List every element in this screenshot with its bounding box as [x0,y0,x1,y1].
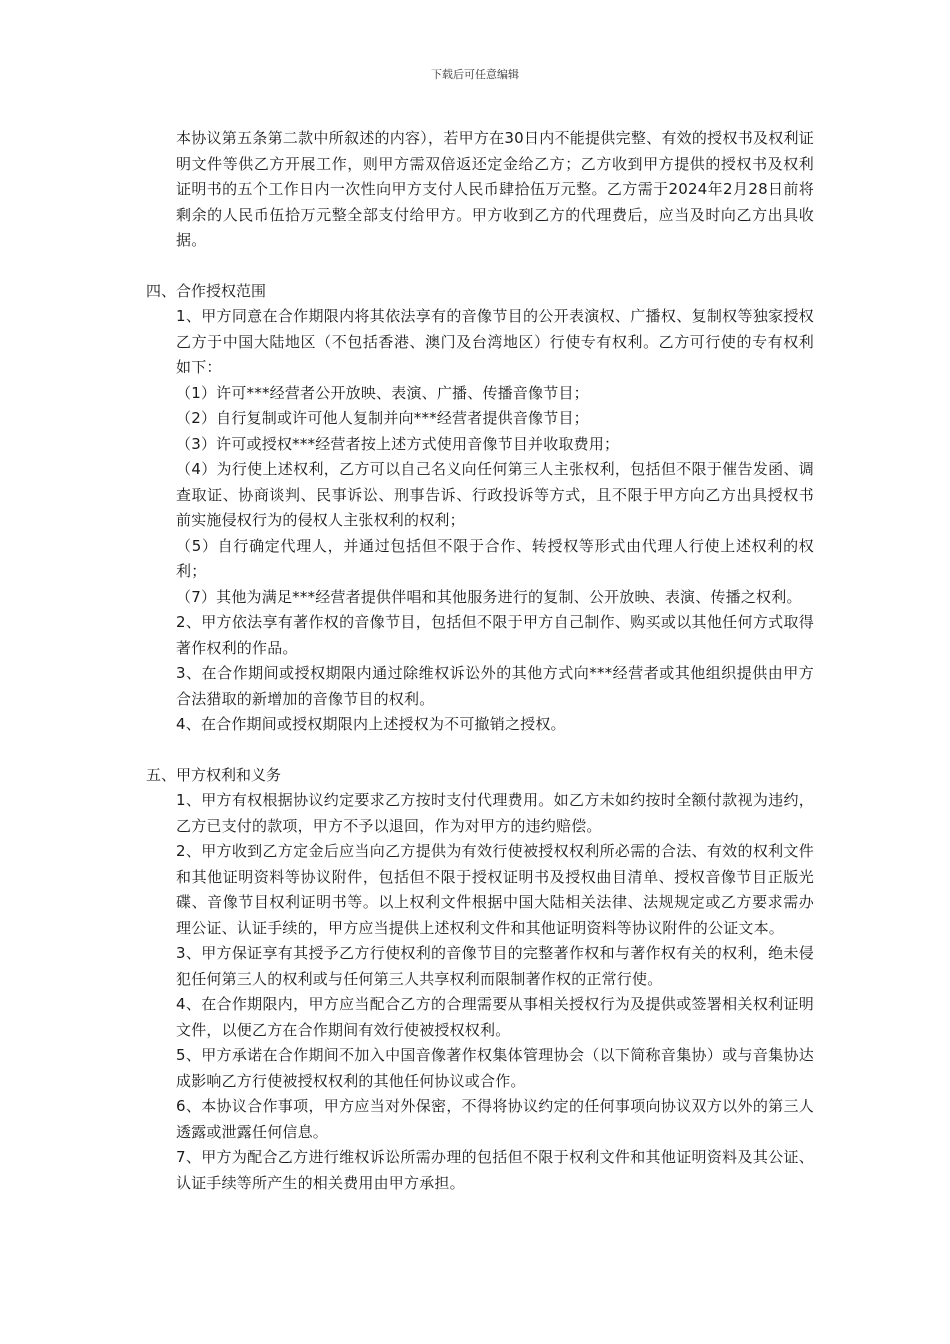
section-4-paragraph: （1）许可***经营者公开放映、表演、广播、传播音像节目； [176,383,589,402]
section-4-paragraph: （3）许可或授权***经营者按上述方式使用音像节目并收取费用； [176,434,620,453]
section-4-paragraph: （5）自行确定代理人，并通过包括但不限于合作、转授权等形式由代理人行使上述权利的权利； [176,536,814,580]
section-4-paragraph: 4、在合作期间或授权期限内上述授权为不可撤销之授权。 [176,715,566,733]
section-4-heading: 四、合作授权范围 [146,281,267,300]
page-header: 下载后可任意编辑 [431,68,519,81]
document-body [146,126,814,1196]
section-4-paragraph: 2、甲方依法享有著作权的音像节目，包括但不限于甲方自己制作、购买或以其他任何方式取得著作权利的作品。 [176,613,814,657]
section-5-paragraph: 2、甲方收到乙方定金后应当向乙方提供为有效行使被授权权利所必需的合法、有效的权利文件和其他证明资料等协议附件，包括但不限于授权证明书及授权曲目清单、授权音像节目正版光碟、音像节目权利证明书等。以上权利文件根据中国大陆相关法律、法规规定或乙方要求需办理公证、认证手续的，甲方应当提供上述权利文件和其他证明资料等协议附件的公证文本。 [176,842,814,937]
section-4-paragraph: （7）其他为满足***经营者提供伴唱和其他服务进行的复制、公开放映、表演、传播之权利。 [176,587,802,606]
section-4-paragraph: （2）自行复制或许可他人复制并向***经营者提供音像节目； [176,409,589,427]
section-5-paragraph: 3、甲方保证享有其授予乙方行使权利的音像节目的完整著作权和与著作权有关的权利，绝未侵犯任何第三人的权利或与任何第三人共享权利而限制著作权的正常行使。 [176,944,814,988]
section-5-paragraph: 5、甲方承诺在合作期间不加入中国音像著作权集体管理协会（以下简称音集协）或与音集协达成影响乙方行使被授权权利的其他任何协议或合作。 [176,1046,814,1090]
section-4-body [146,304,814,738]
section-5-paragraph: 7、甲方为配合乙方进行维权诉讼所需办理的包括但不限于权利文件和其他证明资料及其公证、认证手续等所产生的相关费用由甲方承担。 [176,1148,814,1192]
section-5-heading: 五、甲方权利和义务 [146,765,282,784]
section-5-body [146,788,814,1196]
section-4-paragraph: 1、甲方同意在合作期限内将其依法享有的音像节目的公开表演权、广播权、复制权等独家授权乙方于中国大陆地区（不包括香港、澳门及台湾地区）行使专有权利。乙方可行使的专有权利如下： [176,307,814,376]
section-4-paragraph: 3、在合作期间或授权期限内通过除维权诉讼外的其他方式向***经营者或其他组织提供由甲方合法猎取的新增加的音像节目的权利。 [176,664,814,708]
section-5-paragraph: 4、在合作期限内，甲方应当配合乙方的合理需要从事相关授权行为及提供或签署相关权利证明文件，以便乙方在合作期间有效行使被授权权利。 [176,995,814,1039]
section-5-paragraph: 6、本协议合作事项，甲方应当对外保密，不得将协议约定的任何事项向协议双方以外的第三人透露或泄露任何信息。 [176,1097,814,1141]
intro-paragraph: 本协议第五条第二款中所叙述的内容），若甲方在30日内不能提供完整、有效的授权书及权利证明文件等供乙方开展工作，则甲方需双倍返还定金给乙方；乙方收到甲方提供的授权书及权利证明书的五个工作日内一次性向甲方支付人民币肆拾伍万元整。乙方需于2024年2月28日前将剩余的人民币伍拾万元整全部支付给甲方。甲方收到乙方的代理费后，应当及时向乙方出具收据。 [176,129,814,249]
section-4-paragraph: （4）为行使上述权利，乙方可以自己名义向任何第三人主张权利，包括但不限于催告发函、调查取证、协商谈判、民事诉讼、刑事告诉、行政投诉等方式，且不限于甲方向乙方出具授权书前实施侵权行为的侵权人主张权利的权利； [176,460,814,529]
section-5-paragraph: 1、甲方有权根据协议约定要求乙方按时支付代理费用。如乙方未如约按时全额付款视为违约，乙方已支付的款项，甲方不予以退回，作为对甲方的违约赔偿。 [176,791,814,835]
